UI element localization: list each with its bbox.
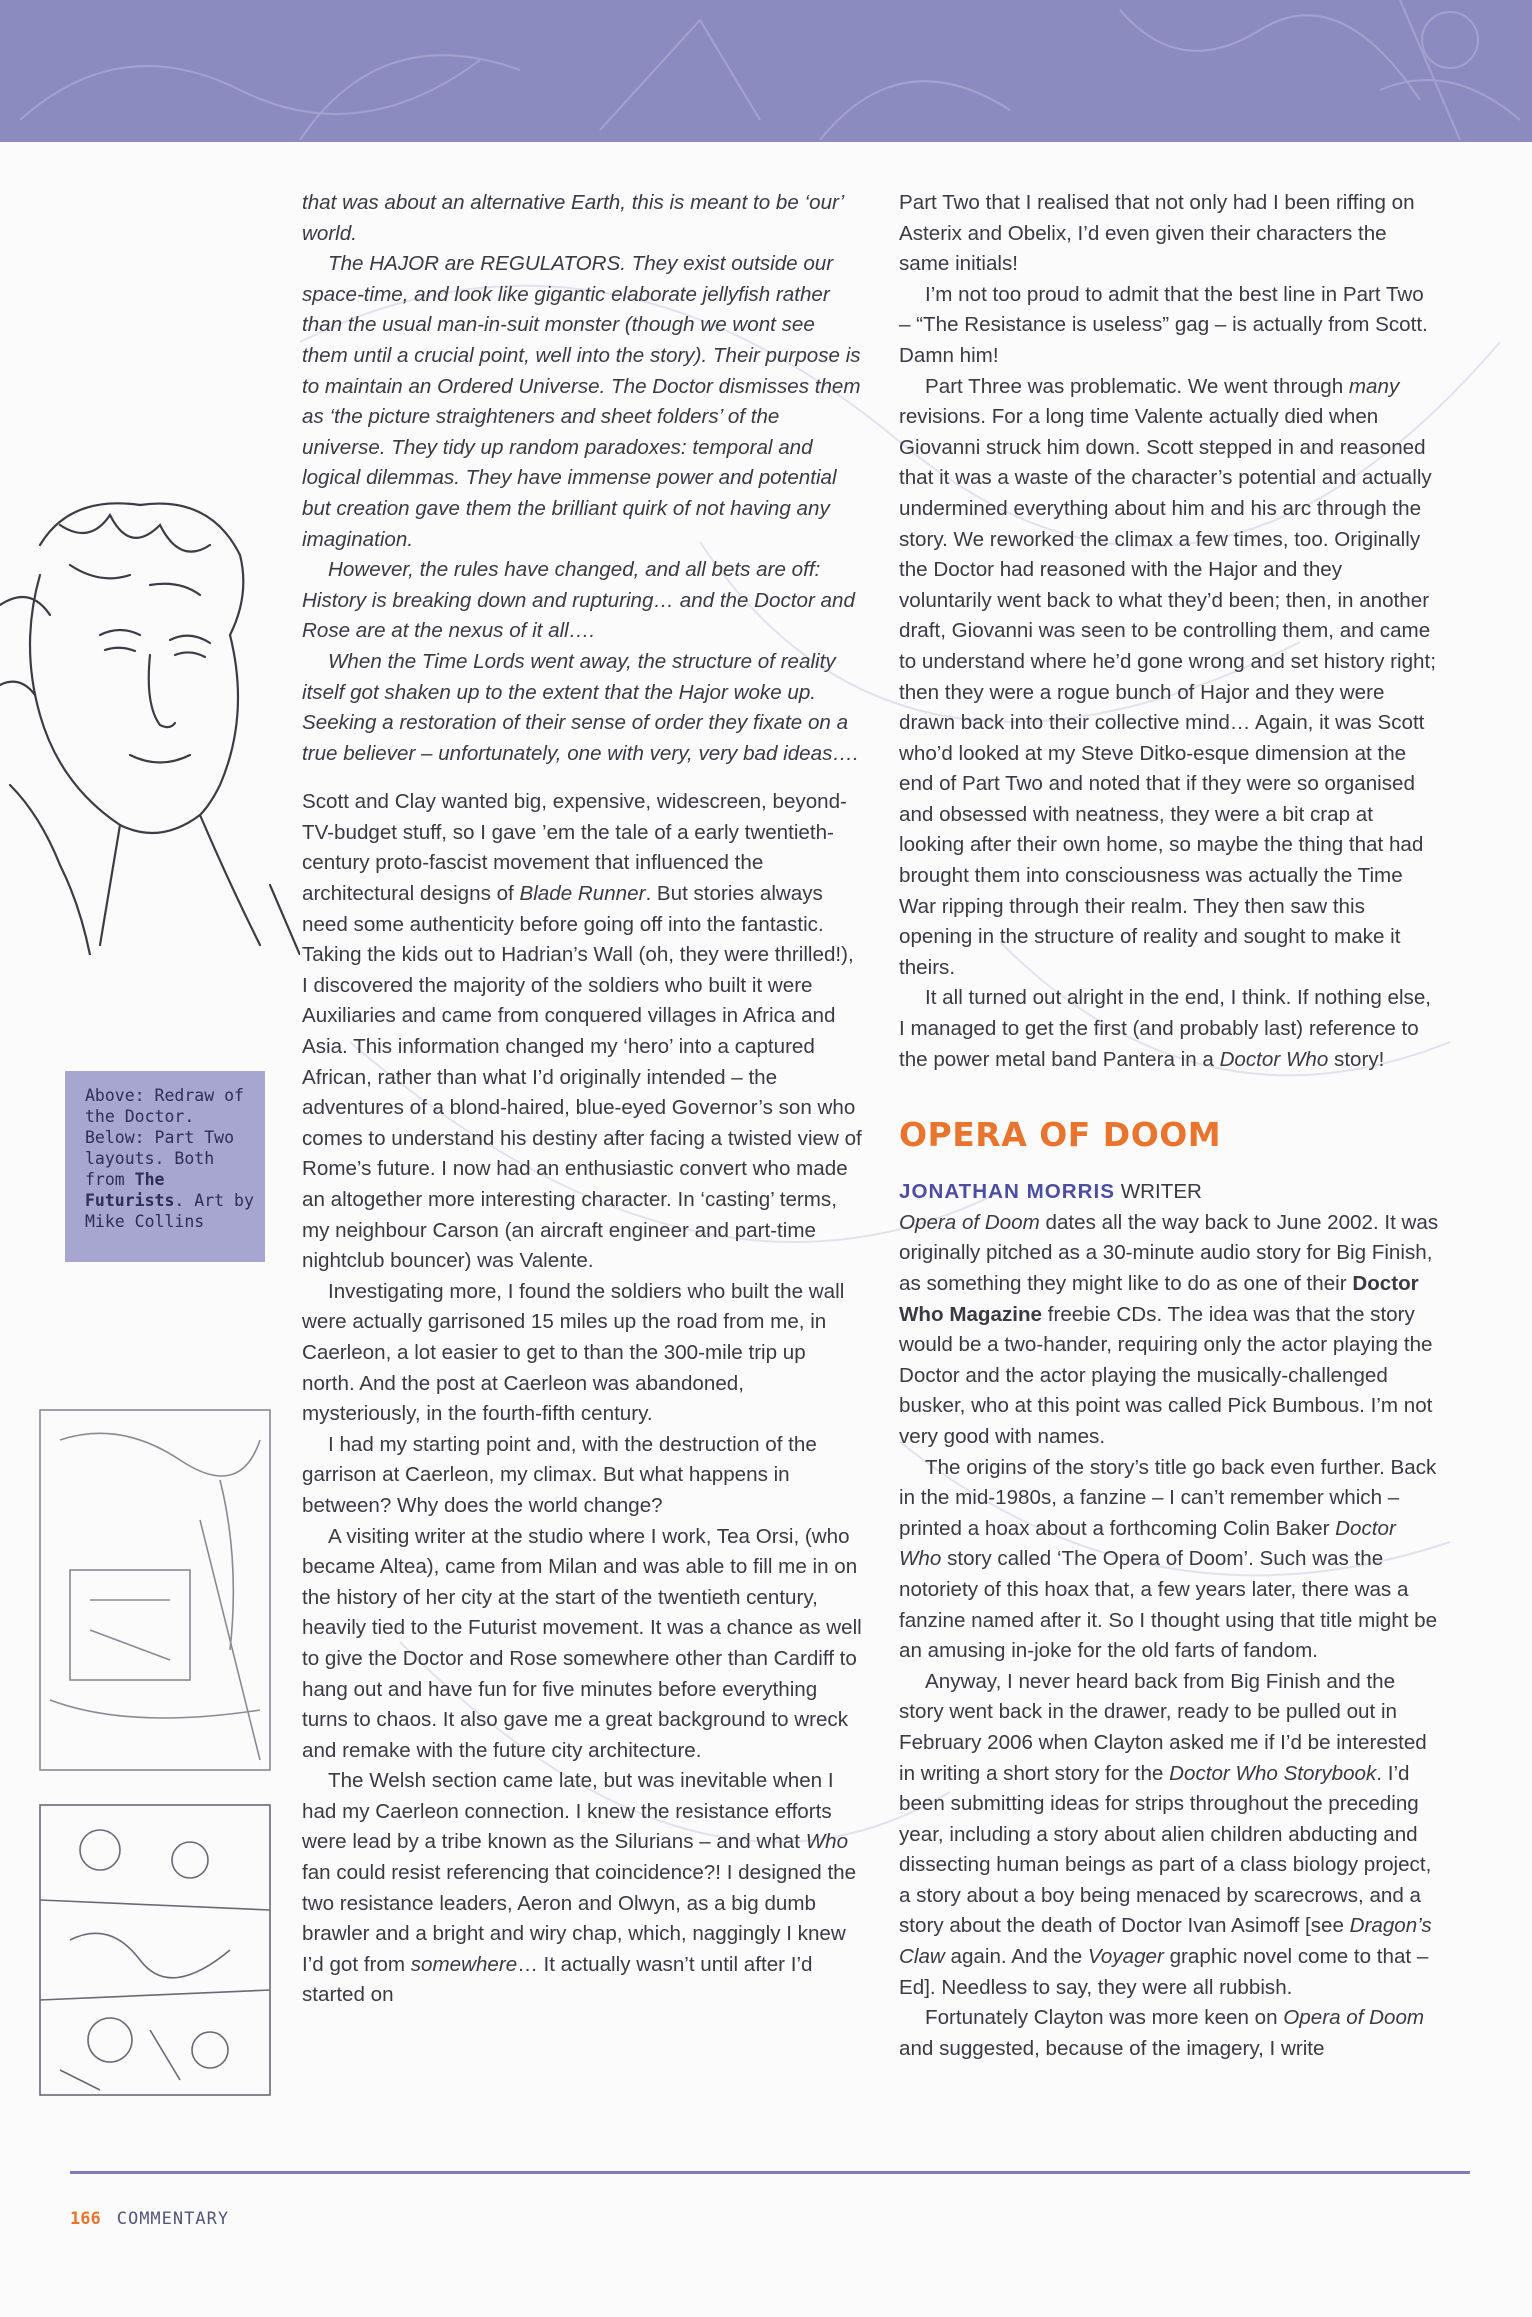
text-run: Doctor Who Magazine	[899, 1272, 1419, 1326]
caption-credit: . Art by Mike Collins	[85, 1191, 254, 1231]
text-run: Doctor Who	[899, 1516, 1396, 1571]
paragraph: When the Time Lords went away, the structure of reality itself got shaken up to the extent that the Hajor woke up. Seeking a restoration of their sense of order they fixate on a true believer – unfortunately, one with very, very bad ideas….	[302, 649, 859, 765]
text-run: again. And the	[944, 1945, 1088, 1969]
text-run: . But stories always need some authenticity before going off into the fantastic. Taking the kids out to Hadrian’s Wall (oh, they were thrilled!), I discovered the majority of the soldiers who built it were Auxiliaries and came from conquered villages in Africa and Asia. This information changed my ‘hero’ into a captured African, rather than what I’d originally intended – the adventures of a blond-haired, blue-eyed Governor’s son who comes to understand his destiny after facing a twisted view of Rome’s future. I now had an enthusiastic convert who made an altogether more interesting character. In ‘casting’ terms, my neighbour Carson (an aircraft engineer and part-time nightclub bouncer) was Valente.	[302, 882, 862, 1273]
paragraph: The HAJOR are REGULATORS. They exist outside our space-time, and look like gigantic elaborate jellyfish rather than the usual man-in-suit monster (though we wont see them until a crucial point, well into the story). Their purpose is to maintain an Ordered Universe. The Doctor dismisses them as ‘the picture straighteners and sheet folders’ of the universe. They tidy up random paradoxes: temporal and logical dilemmas. They have immense power and potential but creation gave them the brilliant quirk of not having any imagination.	[302, 252, 861, 551]
text-run: Part Three was problematic. We went through	[925, 374, 1349, 398]
paragraph: Investigating more, I found the soldiers who built the wall were actually garrisoned 15 miles up the road from me, in Caerleon, a lot easier to get to than the 300-mile trip up north. And the post at Caerleon was abandoned, mysteriously, in the fourth-fifth century.	[302, 1279, 845, 1426]
section-title: OPERA OF DOOM	[899, 1115, 1222, 1155]
text-run: Who	[805, 1830, 849, 1854]
brief-excerpt	[302, 188, 862, 769]
byline-role: WRITER	[1114, 1180, 1202, 1204]
paragraph: I had my starting point and, with the destruction of the garrison at Caerleon, my climax. But what happens in between? Why does the world change?	[302, 1432, 817, 1517]
running-head: COMMENTARY	[116, 2209, 230, 2229]
text-run: freebie CDs. The idea was that the story would be a two-hander, requiring only the actor playing the Doctor and the actor playing the musically-challenged busker, who at this point was called Pick Bumbous. I’m not very good with names.	[899, 1302, 1433, 1448]
text-run: … It actually wasn’t until after I’d started on	[302, 1952, 813, 2007]
left-column	[302, 188, 862, 2011]
text-run: Voyager	[1087, 1945, 1164, 1969]
caption-title: The Futurists	[85, 1170, 175, 1210]
text-run: The origins of the story’s title go back even further. Back in the mid-1980s, a fanzine – I can’t remember which – printed a hoax about a forthcoming Colin Baker	[899, 1455, 1437, 1540]
text-run: many	[1348, 374, 1400, 398]
text-run: Doctor Who Storybook	[1169, 1761, 1377, 1785]
text-run: story called ‘The Opera of Doom’. Such was the notoriety of this hoax that, a few years later, there was a fanzine named after it. So I thought using that title might be an amusing in-joke for the old farts of fandom.	[899, 1547, 1438, 1663]
right-column	[899, 188, 1439, 2064]
paragraph: However, the rules have changed, and all bets are off: History is breaking down and rupturing… and the Doctor and Rose are at the nexus of it all….	[302, 558, 855, 643]
paragraph	[899, 2003, 1439, 2064]
byline-name: JONATHAN MORRIS	[899, 1180, 1115, 1204]
paragraph	[899, 1453, 1439, 1667]
text-run: and suggested, because of the imagery, I write	[899, 2036, 1325, 2060]
footer-rule	[70, 2171, 1470, 2174]
text-run: Blade Runner	[519, 882, 646, 906]
paragraph: Part Two that I realised that not only had I been riffing on Asterix and Obelix, I’d even given their characters the same initials!	[899, 191, 1415, 276]
page-number: 166	[70, 2209, 101, 2229]
text-run: Anyway, I never heard back from Big Finish and the story went back in the drawer, ready to be pulled out in February 2006 when Clayton asked me if I’d be interested in writing a short story for the	[899, 1669, 1427, 1785]
caption-box	[65, 1071, 265, 1262]
text-run: somewhere	[410, 1952, 518, 1976]
header-sketch-illustration	[0, 0, 1532, 142]
text-run: . I’d been submitting ideas for strips throughout the preceding year, including a story about alien children abducting and dissecting human beings as part of a class biology project, a story about a boy being menaced by scarecrows, and a story about the death of Doctor Ivan Asimoff [see	[899, 1761, 1432, 1938]
layout-sketch-bottom	[30, 1800, 280, 2100]
header-band	[0, 0, 1532, 142]
paragraph	[899, 372, 1439, 984]
text-run: fan could resist referencing that coincidence?! I designed the two resistance leaders, Aeron and Olwyn, as a big dumb brawler and a bright and wiry chap, which, naggingly I knew I’d got from	[302, 1861, 857, 1976]
paragraph: that was about an alternative Earth, this is meant to be ‘our’ world.	[302, 191, 844, 245]
paragraph	[899, 1667, 1439, 2004]
paragraph	[899, 1208, 1439, 1453]
text-run: graphic novel come to that – Ed]. Needless to say, they were all rubbish.	[899, 1945, 1429, 1999]
paragraph: I’m not too proud to admit that the best line in Part Two – “The Resistance is useless” gag – is actually from Scott. Damn him!	[899, 282, 1428, 367]
text-run: Scott and Clay wanted big, expensive, widescreen, beyond-TV-budget stuff, so I gave ’em the tale of a early twentieth-century proto-fascist movement that influenced the architectural designs of	[302, 790, 847, 906]
text-run: Opera of Doom	[899, 1210, 1040, 1234]
text-run: dates all the way back to June 2002. It was originally pitched as a 30-minute audio story for Big Finish, as something they might like to do as one of their	[899, 1210, 1439, 1295]
text-run: It all turned out alright in the end, I think. If nothing else, I managed to get the first (and probably last) reference to the power metal band Pantera in a	[899, 986, 1432, 1071]
text-run: Fortunately Clayton was more keen on	[925, 2006, 1284, 2030]
text-run: The Welsh section came late, but was inevitable when I had my Caerleon connection. I knew the resistance efforts were lead by a tribe known as the Silurians – and what	[302, 1769, 834, 1854]
text-run: Opera of Doom	[1283, 2006, 1425, 2030]
text-run: Dragon’s Claw	[899, 1914, 1432, 1969]
paragraph	[302, 787, 862, 1277]
paragraph	[899, 983, 1439, 1075]
text-run: story!	[1328, 1047, 1385, 1071]
page-footer	[70, 2209, 229, 2229]
text-run: Doctor Who	[1219, 1047, 1329, 1071]
caption-text: Above: Redraw of the Doctor. Below: Part Two layouts. Both from	[85, 1086, 244, 1189]
paragraph: A visiting writer at the studio where I work, Tea Orsi, (who became Altea), came from Milan and was able to fill me in on the history of her city at the start of the twentieth century, heavily tied to the Futurist movement. It was a chance as well to give the Doctor and Rose somewhere other than Cardiff to hang out and have fun for five minutes before everything turns to chaos. It also gave me a great background to wreck and remake with the future city architecture.	[302, 1524, 862, 1762]
byline	[899, 1177, 1439, 1208]
text-run: revisions. For a long time Valente actually died when Giovanni struck him down. Scott stepped in and reasoned that it was a waste of the character’s potential and actually undermined everything about him and his arc through the story. We reworked the climax a few times, too. Originally the Doctor had reasoned with the Hajor and they voluntarily went back to what they’d been; then, in another draft, Giovanni was seen to be controlling them, and came to understand where he’d gone wrong and set history right; then they were a rogue bunch of Hajor and they were drawn back into their collective mind… Again, it was Scott who’d looked at my Steve Ditko-esque dimension at the end of Part Two and noted that if they were so organised and obsessed with neatness, they were a bit crap at looking after their own home, so maybe the thing that had brought them into consciousness was actually the Time War ripping through their realm. They then saw this opening in the structure of reality and sought to make it theirs.	[899, 405, 1436, 979]
doctor-portrait-sketch	[0, 485, 300, 955]
paragraph	[302, 1766, 862, 2011]
layout-sketch-top	[30, 1400, 280, 1780]
